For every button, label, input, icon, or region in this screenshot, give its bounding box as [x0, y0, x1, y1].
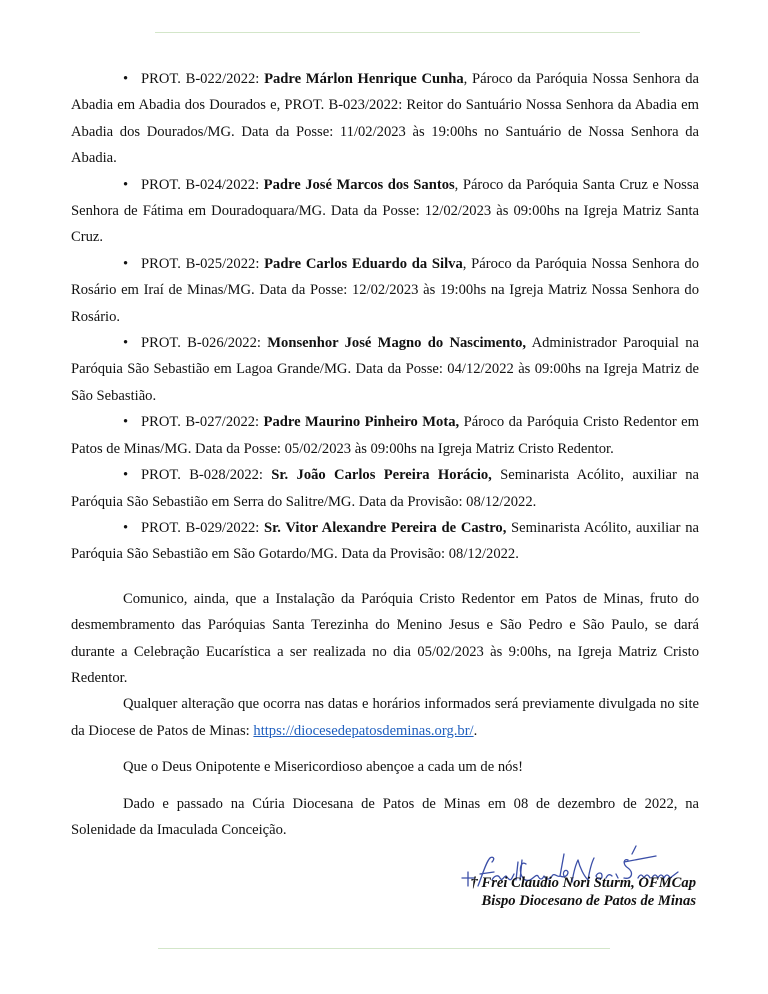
spacer: [71, 744, 699, 754]
appointee-name: Sr. Vitor Alexandre Pereira de Castro,: [264, 519, 507, 536]
footer-rule: [158, 948, 610, 949]
installation-paragraph: Comunico, ainda, que a Instalação da Paróquia Cristo Redentor em Patos de Minas, fruto do desmembramento das Paróquias Santa Terezinha do Menino Jesus e São Pedro e São Paulo, se dará durante a Celebração Eucarística a ser realizada no dia 05/02/2023 às 9:00hs, na Igreja Matriz Cristo Redentor.: [71, 590, 699, 686]
list-item: [71, 330, 699, 409]
appointment-details: , Pároco da Paróquia Santa Cruz e Nossa Senhora de Fátima em Douradoquara/MG. Data da Posse: 12/02/2023 às 09:00hs na Igreja Matriz Santa Cruz.: [71, 176, 699, 246]
bullet-icon: •: [123, 71, 129, 87]
signature-block: [436, 840, 696, 910]
list-item: [71, 172, 699, 251]
appointee-name: Padre José Marcos dos Santos: [263, 176, 455, 193]
closing-paragraph: Dado e passado na Cúria Diocesana de Patos de Minas em 08 de dezembro de 2022, na Solenidade da Imaculada Conceição.: [71, 795, 699, 838]
appointment-details: Administrador Paroquial na Paróquia São Sebastião em Lagoa Grande/MG. Data da Posse: 04/12/2022 às 09:00hs na Igreja Matriz de São Sebastião.: [71, 335, 699, 404]
protocol-number: PROT. B-026/2022:: [141, 335, 268, 352]
appointee-name: Padre Maurino Pinheiro Mota,: [263, 414, 460, 431]
list-item: [71, 251, 699, 330]
appointment-details: , Pároco da Paróquia Nossa Senhora do Rosário em Iraí de Minas/MG. Data da Posse: 12/02/2023 às 19:00hs na Igreja Matriz Nossa Senhora do Rosário.: [71, 255, 699, 325]
blessing-paragraph: Que o Deus Onipotente e Misericordioso abençoe a cada um de nós!: [123, 759, 523, 776]
protocol-number: PROT. B-025/2022:: [141, 255, 265, 272]
document-body: [71, 66, 699, 843]
appointee-name: Padre Carlos Eduardo da Silva: [264, 255, 463, 272]
appointee-name: Padre Márlon Henrique Cunha: [264, 71, 464, 87]
bullet-icon: •: [123, 519, 129, 536]
list-item: [71, 66, 699, 172]
signer-name: † Frei Claudio Nori Sturm, OFMCap: [470, 875, 696, 891]
appointment-details: Seminarista Acólito, auxiliar na Paróquia São Sebastião em São Gotardo/MG. Data da Provisão: 08/12/2022.: [71, 519, 699, 563]
signer-title: Bispo Diocesano de Patos de Minas: [481, 893, 696, 909]
header-rule: [155, 32, 640, 33]
protocol-number: PROT. B-027/2022:: [141, 414, 264, 431]
appointment-details: , Pároco da Paróquia Nossa Senhora da Abadia em Abadia dos Dourados e, PROT. B-023/2022: Reitor do Santuário Nossa Senhora da Abadia em Abadia dos Dourados/MG. Data da Posse: 11/02/2023 às 19:00hs no Santuário de Nossa Senhora da Abadia.: [71, 71, 699, 167]
bullet-icon: •: [123, 335, 129, 352]
bullet-icon: •: [123, 414, 129, 431]
protocol-number: PROT. B-029/2022:: [141, 519, 265, 536]
spacer: [71, 568, 699, 586]
protocol-number: PROT. B-022/2022:: [141, 71, 265, 87]
changes-paragraph: [71, 691, 699, 744]
bullet-icon: •: [123, 467, 129, 484]
appointee-name: Monsenhor José Magno do Nascimento,: [267, 335, 527, 352]
appointee-name: Sr. João Carlos Pereira Horácio,: [271, 467, 492, 484]
changes-text: Qualquer alteração que ocorra nas datas e horários informados será previamente divulgada no site da Diocese de Patos de Minas:: [71, 696, 699, 739]
list-item: [71, 409, 699, 462]
appointment-details: Seminarista Acólito, auxiliar na Paróquia São Sebastião em Serra do Salitre/MG. Data da Provisão: 08/12/2022.: [71, 467, 699, 510]
protocol-number: PROT. B-024/2022:: [141, 176, 264, 193]
bullet-icon: •: [123, 255, 129, 272]
diocese-website-link[interactable]: https://diocesedepatosdeminas.org.br/: [253, 722, 474, 739]
appointment-details: Pároco da Paróquia Cristo Redentor em Patos de Minas/MG. Data da Posse: 05/02/2023 às 09:00hs na Igreja Matriz Cristo Redentor.: [71, 414, 699, 457]
list-item: [71, 515, 699, 568]
spacer: [71, 781, 699, 791]
protocol-number: PROT. B-028/2022:: [141, 467, 272, 484]
list-item: [71, 462, 699, 515]
bullet-icon: •: [123, 176, 129, 193]
changes-suffix: .: [473, 722, 478, 739]
